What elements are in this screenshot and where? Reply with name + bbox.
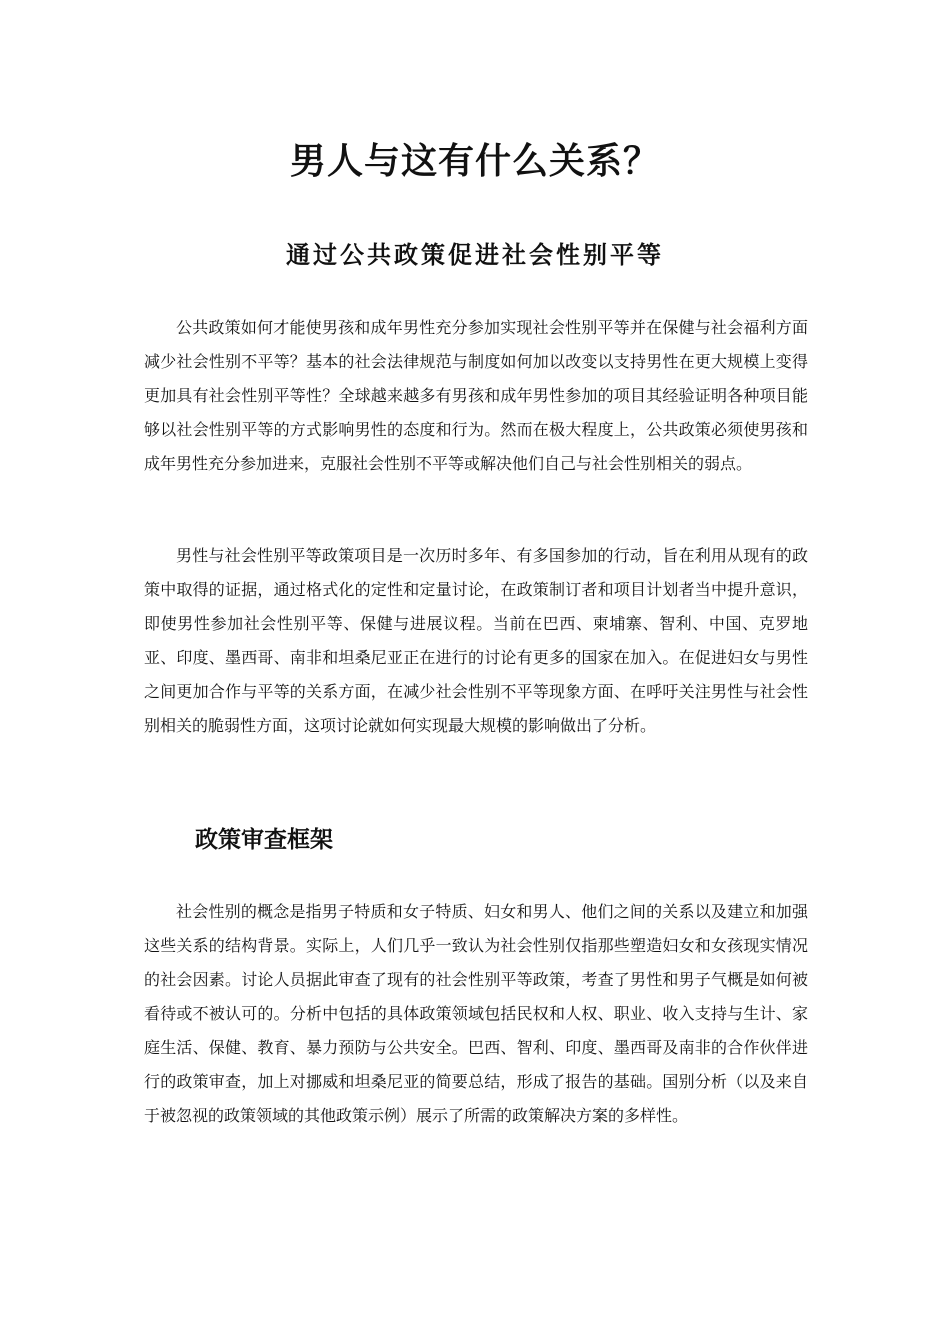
- document-subtitle: 通过公共政策促进社会性别平等: [286, 241, 664, 269]
- section-paragraph-1-block: [144, 895, 808, 1133]
- section-paragraph: 社会性别的概念是指男子特质和女子特质、妇女和男人、他们之间的关系以及建立和加强这些关系的结构背景。实际上，人们几乎一致认为社会性别仅指那些塑造妇女和女孩现实情况的社会因素。讨论人员据此审查了现有的社会性别平等政策，考查了男性和男子气概是如何被看待或不被认可的。分析中包括的具体政策领域包括民权和人权、职业、收入支持与生计、家庭生活、保健、教育、暴力预防与公共安全。巴西、智利、印度、墨西哥及南非的合作伙伴进行的政策审查，加上对挪威和坦桑尼亚的简要总结，形成了报告的基础。国别分析（以及来自于被忽视的政策领域的其他政策示例）展示了所需的政策解决方案的多样性。: [144, 902, 808, 1125]
- body-paragraph-1-block: [144, 311, 808, 481]
- body-paragraph: 公共政策如何才能使男孩和成年男性充分参加实现社会性别平等并在保健与社会福利方面减少社会性别不平等？基本的社会法律规范与制度如何加以改变以支持男性在更大规模上变得更加具有社会性别平等性？全球越来越多有男孩和成年男性参加的项目其经验证明各种项目能够以社会性别平等的方式影响男性的态度和行为。然而在极大程度上，公共政策必须使男孩和成年男性充分参加进来，克服社会性别不平等或解决他们自己与社会性别相关的弱点。: [144, 318, 808, 473]
- document-title: 男人与这有什么关系？: [289, 141, 660, 182]
- body-paragraph: 男性与社会性别平等政策项目是一次历时多年、有多国参加的行动，旨在利用从现有的政策中取得的证据，通过格式化的定性和定量讨论，在政策制订者和项目计划者当中提升意识，即使男性参加社会性别平等、保健与进展议程。当前在巴西、柬埔寨、智利、中国、克罗地亚、印度、墨西哥、南非和坦桑尼亚正在进行的讨论有更多的国家在加入。在促进妇女与男性之间更加合作与平等的关系方面，在减少社会性别不平等现象方面、在呼吁关注男性与社会性别相关的脆弱性方面，这项讨论就如何实现最大规模的影响做出了分析。: [144, 546, 808, 735]
- section-heading: 政策审查框架: [195, 827, 333, 853]
- body-paragraph-2-block: [144, 539, 808, 743]
